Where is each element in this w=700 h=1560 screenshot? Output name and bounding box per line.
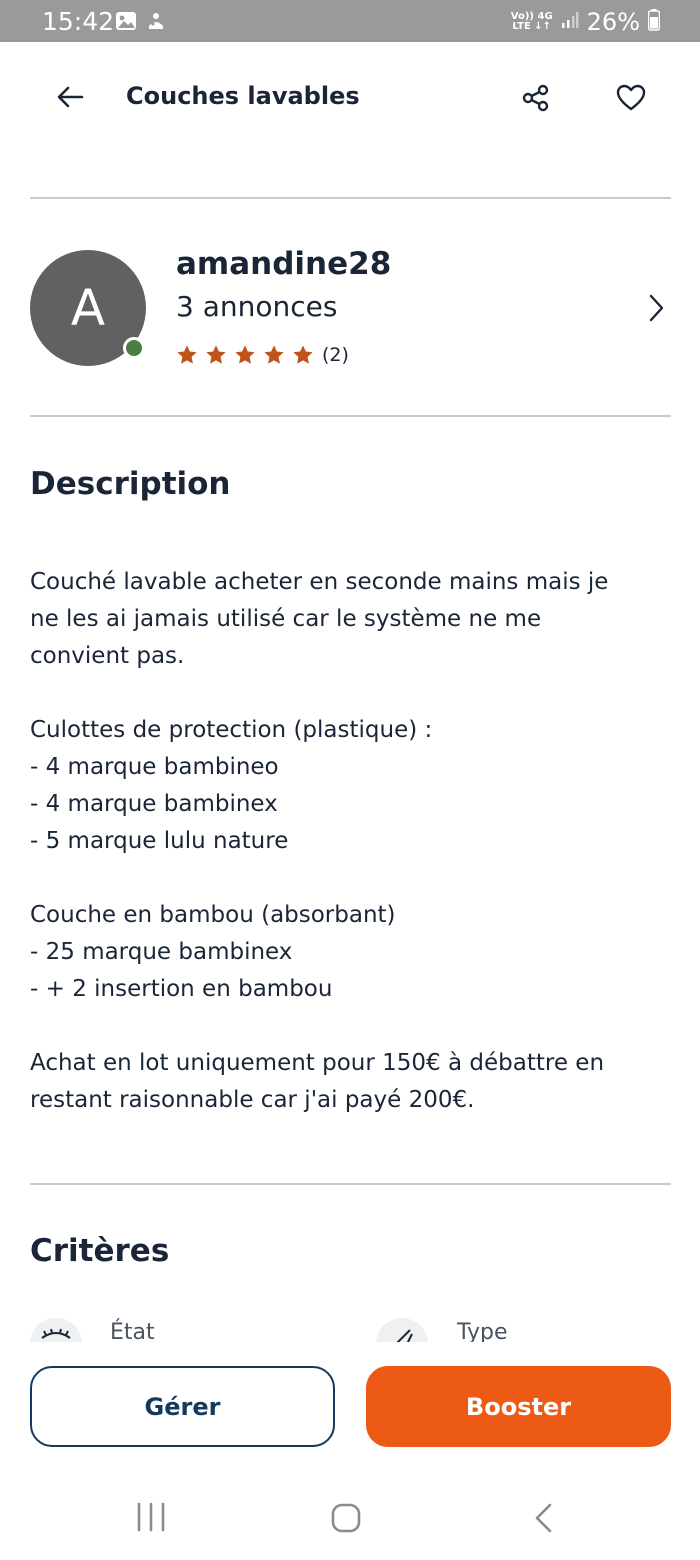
home-button[interactable]	[330, 1502, 362, 1538]
star-icon	[263, 344, 285, 366]
description-line: restant raisonnable car j'ai payé 200€.	[30, 1087, 475, 1113]
description-line	[30, 1008, 675, 1045]
description-title: Description	[30, 466, 231, 502]
criteria-label: État	[110, 1320, 155, 1342]
system-nav-bar	[0, 1470, 700, 1560]
share-icon	[521, 83, 551, 113]
description-text	[30, 564, 675, 1119]
recent-apps-icon	[134, 1502, 168, 1532]
system-back-button[interactable]	[530, 1502, 556, 1538]
chevron-right-icon	[644, 292, 668, 324]
seller-listings-count: 3 annonces	[176, 290, 338, 323]
type-icon	[376, 1318, 428, 1342]
chevron-left-icon	[530, 1502, 556, 1534]
seller-name: amandine28	[176, 246, 392, 282]
description-line: Couche en bambou (absorbant)	[30, 902, 396, 928]
favorite-button[interactable]	[611, 78, 651, 118]
online-status-indicator	[123, 337, 145, 359]
criteria-list	[0, 1310, 700, 1342]
signal-icon	[561, 11, 579, 33]
gallery-icon	[115, 10, 137, 36]
page-title: Couches lavables	[126, 82, 360, 110]
description-line	[30, 860, 675, 897]
home-icon	[330, 1502, 362, 1534]
star-icon	[292, 344, 314, 366]
rating-count: (2)	[322, 344, 349, 366]
star-icon	[205, 344, 227, 366]
heart-icon	[616, 84, 646, 112]
back-button[interactable]	[50, 80, 90, 114]
description-line: ne les ai jamais utilisé car le système ne me	[30, 606, 542, 632]
seller-rating	[176, 344, 349, 366]
app-header	[0, 42, 700, 152]
description-line: - 4 marque bambinex	[30, 791, 278, 817]
condition-icon	[30, 1318, 82, 1342]
description-line: - 4 marque bambineo	[30, 754, 279, 780]
criteria-title: Critères	[30, 1233, 170, 1269]
header-divider	[30, 197, 671, 199]
description-line: convient pas.	[30, 643, 185, 669]
description-line: - + 2 insertion en bambou	[30, 976, 333, 1002]
battery-percent: 26%	[586, 8, 640, 36]
bottom-action-bar	[0, 1342, 700, 1470]
star-icon	[234, 344, 256, 366]
battery-icon	[648, 9, 660, 35]
star-icon	[176, 344, 198, 366]
description-line	[30, 675, 675, 712]
back-arrow-icon	[56, 85, 84, 109]
status-right-group	[511, 8, 660, 36]
seller-card[interactable]	[0, 230, 700, 390]
seller-divider	[30, 415, 671, 417]
network-bottom-text: LTE ↓↑	[512, 21, 552, 32]
description-line: - 25 marque bambinex	[30, 939, 293, 965]
share-button[interactable]	[516, 78, 556, 118]
criteria-label: Type	[457, 1320, 508, 1342]
recent-apps-button[interactable]	[134, 1502, 168, 1536]
description-line: - 5 marque lulu nature	[30, 828, 289, 854]
status-notification-icons	[115, 10, 167, 36]
boost-button[interactable]: Booster	[366, 1366, 671, 1447]
status-bar	[0, 0, 700, 42]
network-indicator	[511, 12, 553, 32]
network-top-text: Vo)) 4G	[510, 11, 553, 22]
status-time: 15:42	[42, 7, 115, 36]
avatar: A	[30, 250, 146, 366]
description-line: Couché lavable acheter en seconde mains mais je	[30, 569, 609, 595]
description-line: Achat en lot uniquement pour 150€ à débattre en	[30, 1050, 605, 1076]
manage-button[interactable]: Gérer	[30, 1366, 335, 1447]
description-divider	[30, 1183, 671, 1185]
notification-icon	[145, 10, 167, 36]
description-line: Culottes de protection (plastique) :	[30, 717, 433, 743]
